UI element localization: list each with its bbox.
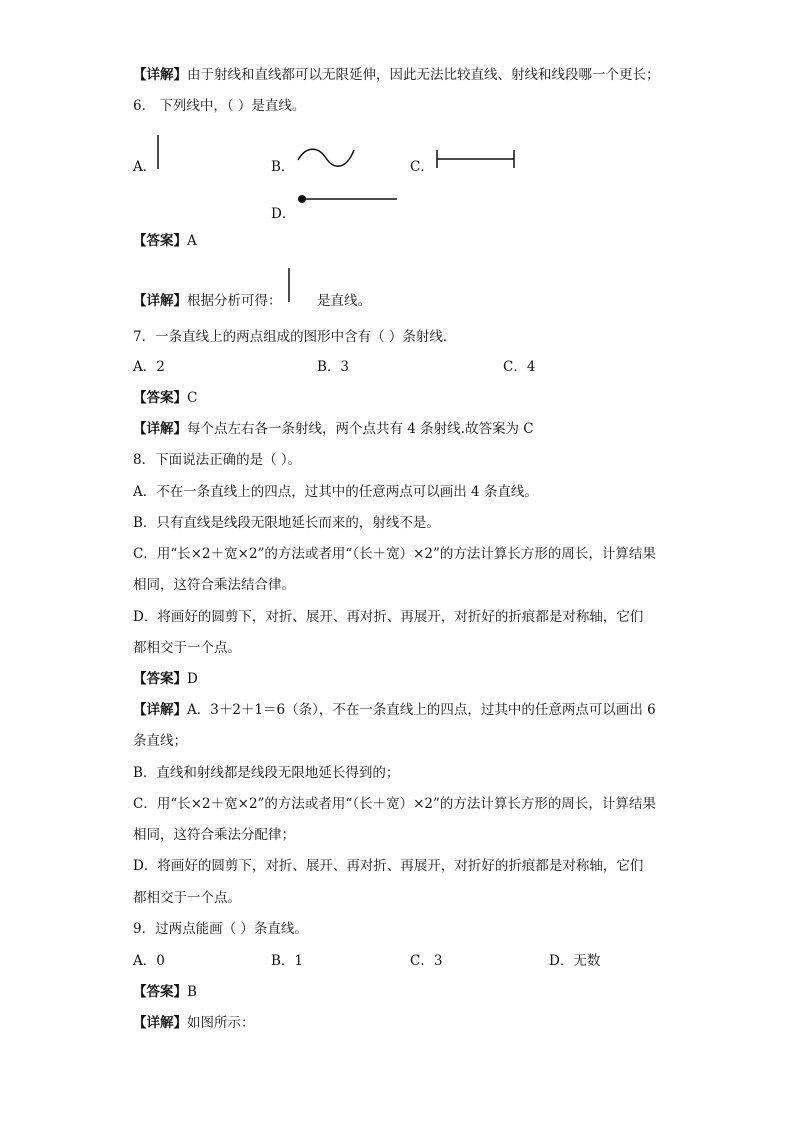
answer-tag: 【答案】 <box>133 984 187 1000</box>
q6-option-d-figure <box>294 191 402 207</box>
q9-option-b: B．1 <box>271 953 304 969</box>
detail-text-pre: 根据分析可得： <box>187 293 282 309</box>
answer-tag: 【答案】 <box>133 671 187 687</box>
answer-tag: 【答案】 <box>133 390 187 406</box>
q8-detail-line7: 都相交于一个点。 <box>133 890 241 906</box>
q9-option-d: D．无数 <box>549 953 601 969</box>
q6-detail-post: 是直线。 <box>317 293 371 309</box>
detail-tag: 【详解】 <box>133 67 187 83</box>
detail-tag: 【详解】 <box>133 1015 187 1031</box>
q6-detail-line-figure <box>283 266 295 306</box>
q6-option-a-figure <box>152 133 164 173</box>
q6-option-c-figure <box>432 146 520 172</box>
detail-text: 由于射线和直线都可以无限延伸，因此无法比较直线、射线和线段哪一个更长； <box>187 67 660 83</box>
q8-option-d-line2: 都相交于一个点。 <box>133 640 241 656</box>
q7-option-b: B．3 <box>317 359 350 375</box>
q8-detail-line3: B．直线和射线都是线段无限地延长得到的； <box>133 765 400 781</box>
answer-value: B <box>187 984 197 1000</box>
q9-option-a: A．0 <box>133 953 165 969</box>
q6-stem: 6． 下列线中，（ ）是直线。 <box>133 98 306 114</box>
q8-option-a: A．不在一条直线上的四点，过其中的任意两点可以画出 4 条直线。 <box>133 484 538 500</box>
q8-answer <box>133 670 198 688</box>
q8-option-c-line1: C．用“长×2＋宽×2”的方法或者用“（长＋宽）×2”的方法计算长方形的周长，计算结果 <box>133 546 656 562</box>
q6-option-a-label: A． <box>133 159 157 175</box>
q8-option-c-line2: 相同，这符合乘法结合律。 <box>133 577 295 593</box>
q6-option-d-label: D． <box>271 206 296 222</box>
detail-text: 如图所示： <box>187 1015 255 1031</box>
q8-stem: 8．下面说法正确的是（ ）。 <box>133 452 302 468</box>
prev-detail-line <box>133 66 660 84</box>
detail-tag: 【详解】 <box>133 421 187 437</box>
q8-detail-line6: D．将画好的圆剪下，对折、展开、再对折、再展开，对折好的折痕都是对称轴，它们 <box>133 858 644 874</box>
q6-option-b-figure <box>296 140 358 176</box>
detail-tag: 【详解】 <box>133 702 187 718</box>
detail-text: 每个点左右各一条射线，两个点共有 4 条射线.故答案为 C <box>187 421 534 437</box>
q6-option-b-label: B． <box>271 159 295 175</box>
q8-detail-line5: 相同，这符合乘法分配律； <box>133 827 295 843</box>
answer-value: D <box>187 671 198 687</box>
q7-option-a: A．2 <box>133 359 165 375</box>
q7-answer <box>133 389 197 407</box>
q9-answer <box>133 983 197 1001</box>
answer-value: A <box>187 233 197 249</box>
detail-tag: 【详解】 <box>133 293 187 309</box>
q7-option-c: C．4 <box>503 359 536 375</box>
q7-stem: 7．一条直线上的两点组成的图形中含有（ ）条射线． <box>133 329 457 345</box>
answer-value: C <box>187 390 198 406</box>
q6-detail <box>133 292 282 310</box>
q6-option-c-label: C． <box>410 159 434 175</box>
q8-option-b: B．只有直线是线段无限地延长而来的，射线不是。 <box>133 515 440 531</box>
q8-detail-line4: C．用“长×2＋宽×2”的方法或者用“（长＋宽）×2”的方法计算长方形的周长，计算结果 <box>133 796 656 812</box>
q8-detail-line1 <box>133 701 656 719</box>
q9-option-c: C．3 <box>410 953 443 969</box>
q6-answer <box>133 232 197 250</box>
answer-tag: 【答案】 <box>133 233 187 249</box>
q7-detail <box>133 420 534 438</box>
q9-stem: 9．过两点能画（ ）条直线。 <box>133 921 308 937</box>
q8-option-d-line1: D．将画好的圆剪下，对折、展开、再对折、再展开，对折好的折痕都是对称轴，它们 <box>133 609 644 625</box>
detail-text: A．3＋2＋1＝6（条），不在一条直线上的四点，过其中的任意两点可以画出 6 <box>187 702 656 718</box>
q8-detail-line2: 条直线； <box>133 733 187 749</box>
q9-detail <box>133 1014 255 1032</box>
